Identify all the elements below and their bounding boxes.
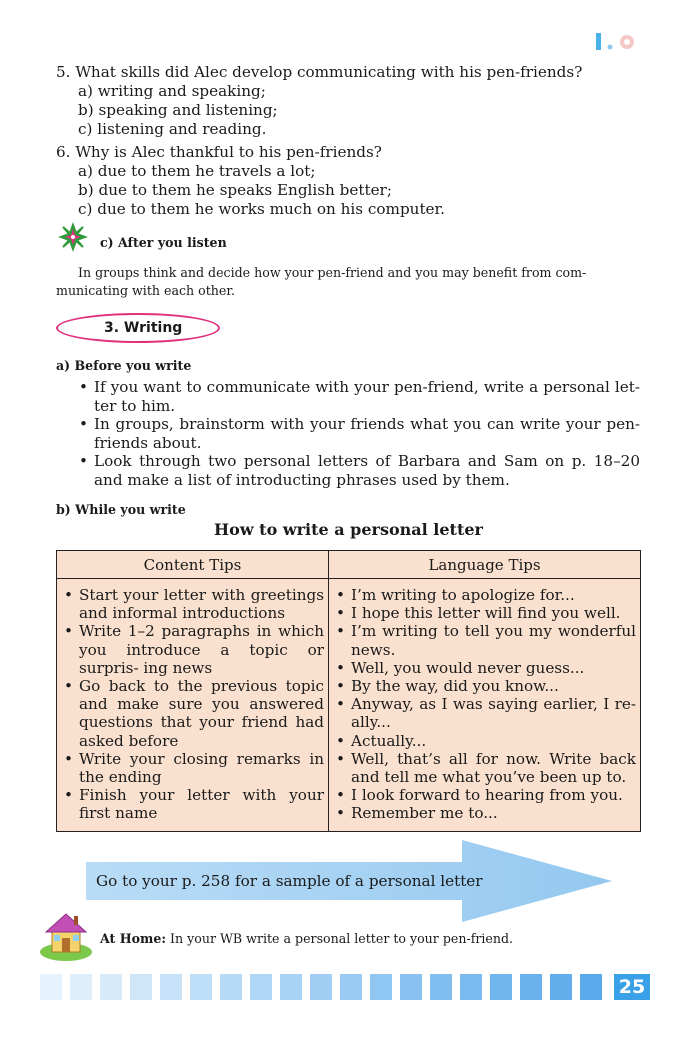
- section-title: 3. Writing: [104, 320, 183, 336]
- footer-block: [340, 974, 362, 1000]
- q5-option-b: b) speaking and listening;: [78, 101, 278, 119]
- language-tips-header: Language Tips: [329, 551, 641, 579]
- list-item: • By the way, did you know...: [333, 677, 636, 695]
- footer-block: [550, 974, 572, 1000]
- unit-marker: [590, 30, 640, 56]
- footer-block: [40, 974, 62, 1000]
- while-write-heading: b) While you write: [56, 502, 186, 517]
- footer-block: [460, 974, 482, 1000]
- flower-icon: [56, 220, 90, 258]
- q6-option-c: c) due to them he works much on his computer.: [78, 200, 445, 218]
- home-assignment: [100, 929, 513, 948]
- footer-block: [400, 974, 422, 1000]
- question-5: 5. What skills did Alec develop communicating with his pen-friends?: [56, 63, 583, 81]
- home-label: At Home:: [100, 931, 167, 946]
- footer-strip: [0, 974, 610, 1000]
- after-listen-text-1: In groups think and decide how your pen-friend and you may benefit from com-: [78, 265, 587, 280]
- content-tips-header: Content Tips: [57, 551, 329, 579]
- before-write-heading: a) Before you write: [56, 358, 192, 373]
- footer-block: [250, 974, 272, 1000]
- footer-block: [580, 974, 602, 1000]
- page-number: 25: [614, 974, 650, 1000]
- list-item: • Well, you would never guess...: [333, 659, 636, 677]
- list-item: • Write 1–2 paragraphs in which you introduce a topic or surpris- ing news: [61, 622, 324, 677]
- question-6: 6. Why is Alec thankful to his pen-friends?: [56, 143, 382, 161]
- arrow-note: Go to your p. 258 for a sample of a personal letter: [96, 872, 483, 890]
- language-tips-cell: [329, 579, 641, 832]
- footer-block: [520, 974, 542, 1000]
- list-item: • Remember me to...: [333, 804, 636, 822]
- footer-block: [190, 974, 212, 1000]
- q6-option-a: a) due to them he travels a lot;: [78, 162, 316, 180]
- unit-marker-graphic: [590, 30, 640, 52]
- home-text: In your WB write a personal letter to your pen-friend.: [166, 931, 514, 946]
- footer-block: [160, 974, 182, 1000]
- before-write-list: [78, 378, 640, 490]
- footer-block: [490, 974, 512, 1000]
- footer-block: [220, 974, 242, 1000]
- footer-block: [100, 974, 122, 1000]
- q5-option-a: a) writing and speaking;: [78, 82, 266, 100]
- list-item: • Go back to the previous topic and make sure you answered questions that your friend had asked before: [61, 677, 324, 750]
- after-listen-heading: c) After you listen: [100, 235, 227, 250]
- list-item: • Finish your letter with your first name: [61, 786, 324, 822]
- list-item: • Look through two personal letters of Barbara and Sam on p. 18–20 and make a list of introducting phrases used by them.: [78, 452, 640, 489]
- list-item: • Actually...: [333, 732, 636, 750]
- list-item: • I’m writing to apologize for...: [333, 586, 636, 604]
- content-tips-cell: [57, 579, 329, 832]
- footer-block: [70, 974, 92, 1000]
- list-item: • Start your letter with greetings and informal introductions: [61, 586, 324, 622]
- list-item: • If you want to communicate with your pen-friend, write a personal let- ter to him.: [78, 378, 640, 415]
- list-item: • I hope this letter will find you well.: [333, 604, 636, 622]
- list-item: • I’m writing to tell you my wonderful news.: [333, 622, 636, 658]
- table-title: How to write a personal letter: [214, 520, 483, 539]
- list-item: • Write your closing remarks in the ending: [61, 750, 324, 786]
- footer-block: [280, 974, 302, 1000]
- footer-block: [310, 974, 332, 1000]
- footer-block: [370, 974, 392, 1000]
- footer-block: [430, 974, 452, 1000]
- tips-table: [56, 550, 641, 832]
- footer-strip-graphic: [0, 974, 610, 1000]
- q5-option-c: c) listening and reading.: [78, 120, 267, 138]
- list-item: • Well, that’s all for now. Write back and tell me what you’ve been up to.: [333, 750, 636, 786]
- list-item: • Anyway, as I was saying earlier, I re- ally...: [333, 695, 636, 731]
- house-icon: [38, 908, 94, 966]
- footer-block: [130, 974, 152, 1000]
- list-item: • In groups, brainstorm with your friends what you can write your pen- friends about.: [78, 415, 640, 452]
- after-listen-text-2: municating with each other.: [56, 283, 235, 298]
- q6-option-b: b) due to them he speaks English better;: [78, 181, 392, 199]
- list-item: • I look forward to hearing from you.: [333, 786, 636, 804]
